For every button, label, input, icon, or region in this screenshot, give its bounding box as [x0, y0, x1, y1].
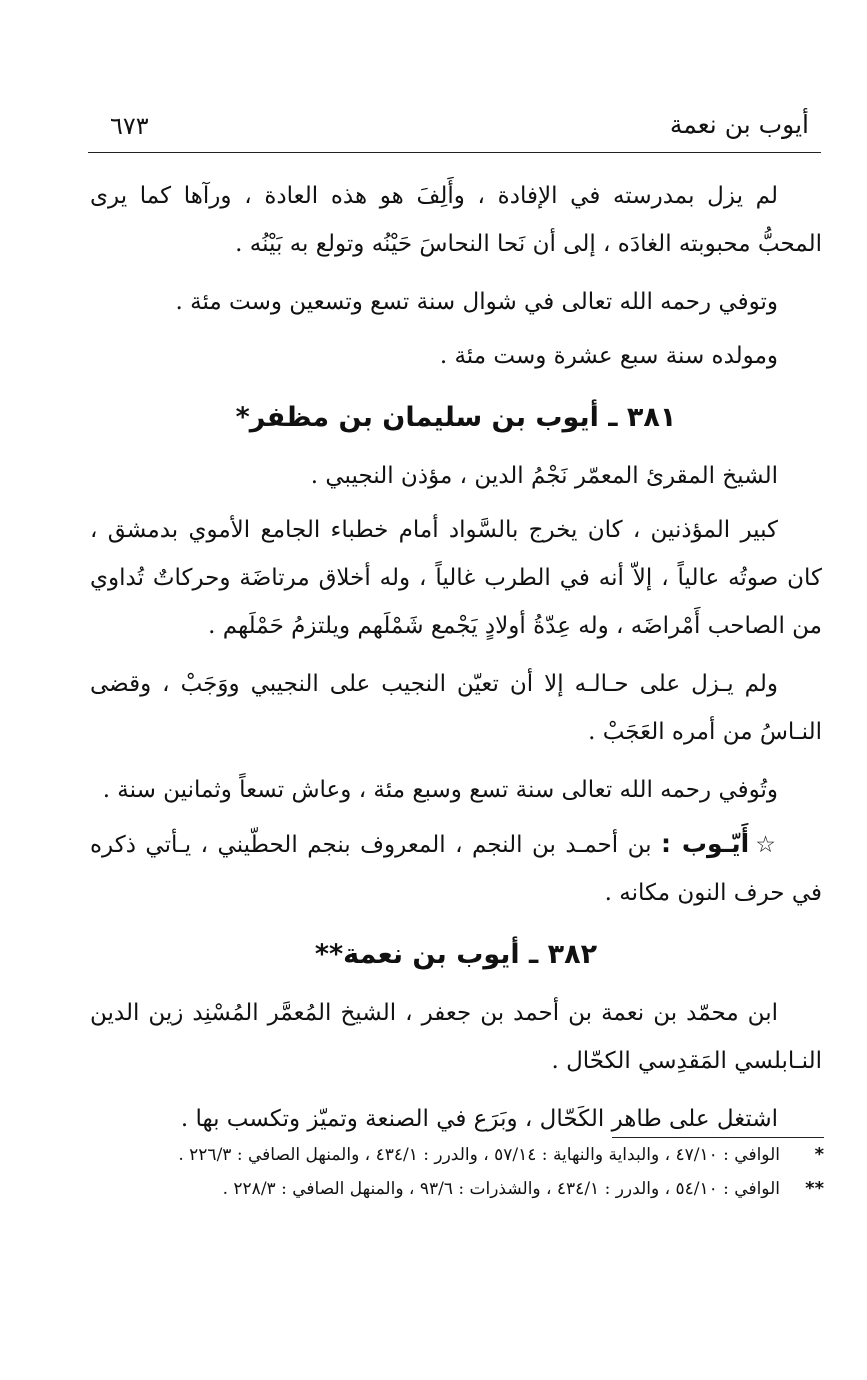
paragraph-continuation: لم يزل بمدرسته في الإفادة ، وأَلِفَ هو هذه العادة ، ورآها كما يرى المحبُّ محبوبته الغادَه ، إلى أن نَحا النحاسَ حَيْنُه وتولع به بَيْنُه . — [90, 183, 822, 257]
entry-heading-382: ٣٨٢ ـ أيوب بن نعمة** — [314, 939, 598, 970]
paragraph-entry-381-description: كبير المؤذنين ، كان يخرج بالسَّواد أمام خطباء الجامع الأموي بدمشق ، كان صوتُه عالياً ، إلاّ أنه في الطرب غالياً ، وله أخلاق مرتاضَة وحركاتٌ تُداوي من الصاحب أَمْراضَه ، وله عِدّةُ أولادٍ يَجْمع شَمْلَهم ويلتزمُ حَمْلَهم . — [90, 517, 822, 639]
paragraph-entry-381-intro: الشيخ المقرئ المعمّر نَجْمُ الدين ، مؤذن النجيبي . — [310, 463, 778, 489]
page-header — [88, 104, 821, 153]
footnote-2 — [88, 1172, 824, 1206]
paragraph-death-note: وتوفي رحمه الله تعالى في شوال سنة تسع وتسعين وست مئة . — [175, 289, 778, 315]
page-number: ٦٧٣ — [110, 112, 149, 140]
paragraph-entry-381-status: ولم يـزل على حـالـه إلا أن تعيّن النجيب على النجيبي ووَجَبْ ، وقضى النـاسُ من أمره العَجَبْ . — [90, 671, 822, 745]
footnote-1-mark: * — [814, 1144, 824, 1165]
footnotes — [88, 1137, 824, 1206]
running-title: أيوب بن نعمة — [669, 110, 809, 139]
footnote-1-text: الوافي : ٤٧/١٠ ، والبداية والنهاية : ٥٧/١٤ ، والدرر : ٤٣٤/١ ، والمنهل الصافي : ٢٢٦/٣ . — [178, 1145, 780, 1165]
paragraph-birth-note: ومولده سنة سبع عشرة وست مئة . — [439, 343, 778, 369]
cross-reference — [90, 820, 822, 917]
cross-reference-text: بن أحمـد بن النجم ، المعروف بنجم الحطّيني ، يـأتي ذكره في حرف النون مكانه . — [90, 832, 822, 906]
paragraph-entry-381-death: وتُوفي رحمه الله تعالى سنة تسع وسبع مئة ، وعاش تسعاً وثمانين سنة . — [102, 777, 778, 803]
cross-reference-name: أَيّـوب : — [661, 829, 750, 858]
paragraph-entry-382-lineage: ابن محمّد بن نعمة بن أحمد بن جعفر ، الشيخ المُعمَّر المُسْنِد زين الدين النـابلسي المَقدِسي الكحّال . — [90, 1000, 822, 1074]
star-icon: ☆ — [755, 832, 779, 858]
paragraph-entry-382-career: اشتغل على طاهر الكَحّال ، وبَرَع في الصنعة وتميّز وتكسب بها . — [180, 1106, 778, 1132]
footnote-2-text: الوافي : ٥٤/١٠ ، والدرر : ٤٣٤/١ ، والشذرات : ٩٣/٦ ، والمنهل الصافي : ٢٢٨/٣ . — [222, 1179, 780, 1199]
page-body — [90, 172, 822, 1153]
footnote-1 — [88, 1138, 824, 1172]
footnote-2-mark: ** — [805, 1178, 824, 1199]
entry-heading-381: ٣٨١ ـ أيوب بن سليمان بن مظفر* — [235, 402, 677, 433]
